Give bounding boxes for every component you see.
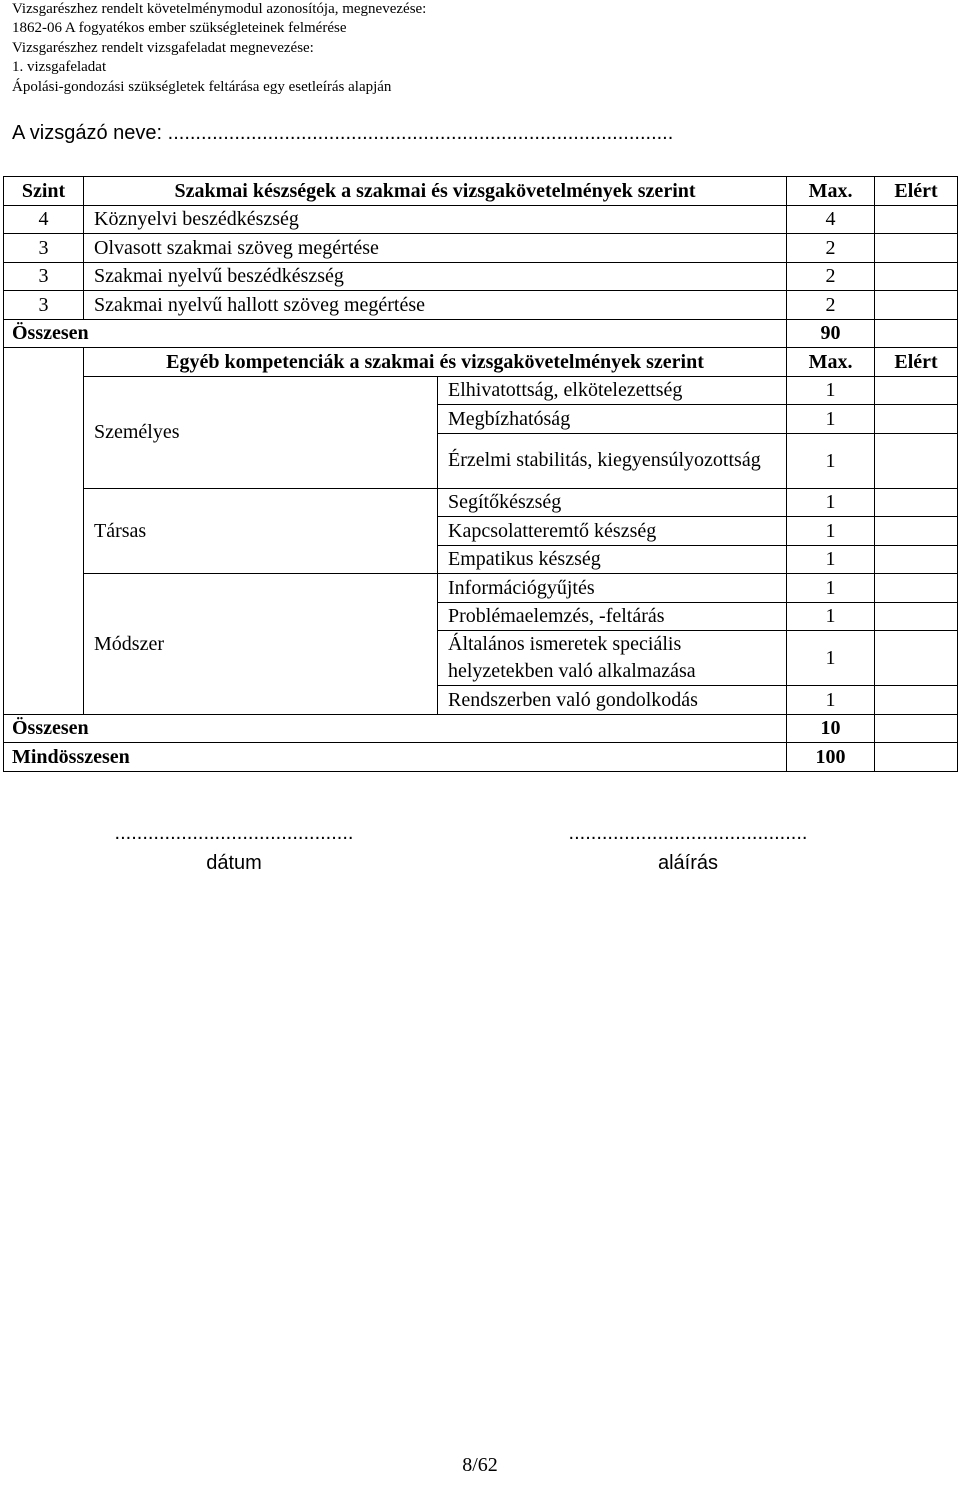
group-label: Társas: [84, 488, 438, 574]
competency-cell: Információgyűjtés: [438, 574, 787, 603]
level-header: Szint: [4, 177, 84, 206]
achieved-cell[interactable]: [875, 602, 958, 631]
achieved-cell[interactable]: [875, 714, 958, 743]
empty-cell: [4, 686, 84, 715]
candidate-name-line: A vizsgázó neve: ...........................................................................................: [12, 122, 674, 144]
achieved-cell[interactable]: [875, 205, 958, 234]
subtotal-label: Összesen: [4, 319, 787, 348]
achieved-cell[interactable]: [875, 262, 958, 291]
achieved-cell[interactable]: [875, 405, 958, 434]
group-label: Módszer: [84, 574, 438, 715]
page-number: 8/62: [462, 1454, 498, 1476]
empty-cell: [4, 376, 84, 405]
empty-cell: [4, 433, 84, 461]
group-label: Személyes: [84, 376, 438, 488]
table-row: [4, 714, 958, 743]
competency-cell: Rendszerben való gondolkodás: [438, 686, 787, 715]
achieved-cell[interactable]: [875, 574, 958, 603]
max-cell: 1: [787, 488, 875, 517]
skills-header: Szakmai készségek a szakmai és vizsgakövetelmények szerint: [84, 177, 787, 206]
grand-total-value: 100: [787, 743, 875, 772]
table-row: [4, 743, 958, 772]
skill-cell: Szakmai nyelvű beszédkészség: [84, 262, 787, 291]
competency-cell: Kapcsolatteremtő készség: [438, 517, 787, 546]
skill-cell: Olvasott szakmai szöveg megértése: [84, 234, 787, 263]
signature-dots: ...........................................: [568, 822, 808, 844]
max-header: Max.: [787, 177, 875, 206]
achieved-cell[interactable]: [875, 291, 958, 320]
achieved-cell[interactable]: [875, 545, 958, 574]
empty-cell: [4, 602, 84, 631]
empty-cell: [4, 405, 84, 434]
table-row: [4, 234, 958, 263]
max-cell: 2: [787, 234, 875, 263]
competency-cell: Elhivatottság, elkötelezettség: [438, 376, 787, 405]
subtotal-label: Összesen: [4, 714, 787, 743]
max-cell: 2: [787, 262, 875, 291]
achieved-cell[interactable]: [875, 631, 958, 686]
achieved-cell[interactable]: [875, 488, 958, 517]
table-row: [4, 177, 958, 206]
table-row: [4, 348, 958, 377]
max-cell: 1: [787, 631, 875, 686]
document-header: [12, 0, 426, 97]
max-cell: 1: [787, 405, 875, 434]
empty-cell: [4, 348, 84, 377]
max-cell: 2: [787, 291, 875, 320]
header-line: Vizsgarészhez rendelt vizsgafeladat megnevezése:: [12, 39, 314, 56]
header-line: Ápolási-gondozási szükségletek feltárása egy esetleírás alapján: [12, 78, 392, 95]
skill-cell: Köznyelvi beszédkészség: [84, 205, 787, 234]
date-signature-block: [104, 818, 364, 878]
header-line: 1862-06 A fogyatékos ember szükségleteinek felmérése: [12, 20, 347, 37]
max-cell: 1: [787, 545, 875, 574]
achieved-cell[interactable]: [875, 376, 958, 405]
competency-cell: Segítőkészség: [438, 488, 787, 517]
level-cell: 3: [4, 262, 84, 291]
empty-cell: [4, 658, 84, 686]
subtotal-value: 90: [787, 319, 875, 348]
empty-cell: [4, 461, 84, 489]
achieved-cell[interactable]: [875, 234, 958, 263]
achieved-cell[interactable]: [875, 686, 958, 715]
max-cell: 1: [787, 433, 875, 488]
level-cell: 4: [4, 205, 84, 234]
signature-block: [558, 818, 818, 878]
table-row: [4, 488, 958, 517]
max-cell: 4: [787, 205, 875, 234]
max-cell: 1: [787, 686, 875, 715]
max-cell: 1: [787, 602, 875, 631]
header-line: 1. vizsgafeladat: [12, 59, 107, 76]
competencies-header: Egyéb kompetenciák a szakmai és vizsgakövetelmények szerint: [84, 348, 787, 377]
signature-label: aláírás: [657, 852, 719, 874]
table-row: [4, 291, 958, 320]
achieved-cell[interactable]: [875, 433, 958, 488]
date-dots: ...........................................: [114, 822, 354, 844]
empty-cell: [4, 574, 84, 603]
empty-cell: [4, 545, 84, 574]
competency-cell: Megbízhatóság: [438, 405, 787, 434]
competency-cell: Empatikus készség: [438, 545, 787, 574]
competency-cell: Érzelmi stabilitás, kiegyensúlyozottság: [438, 433, 787, 488]
achieved-cell[interactable]: [875, 743, 958, 772]
max-cell: 1: [787, 376, 875, 405]
skill-cell: Szakmai nyelvű hallott szöveg megértése: [84, 291, 787, 320]
achieved-header: Elért: [875, 348, 958, 377]
achieved-cell[interactable]: [875, 517, 958, 546]
achieved-cell[interactable]: [875, 319, 958, 348]
table-row: [4, 574, 958, 603]
table-row: [4, 376, 958, 405]
competency-cell: Általános ismeretek speciális helyzetekben való alkalmazása: [438, 631, 787, 686]
header-line: Vizsgarészhez rendelt követelménymodul azonosítója, megnevezése:: [12, 1, 427, 17]
empty-cell: [4, 631, 84, 659]
subtotal-value: 10: [787, 714, 875, 743]
date-label: dátum: [206, 852, 262, 874]
table-row: [4, 262, 958, 291]
competency-cell: Problémaelemzés, -feltárás: [438, 602, 787, 631]
assessment-table: [3, 176, 958, 772]
empty-cell: [4, 517, 84, 546]
level-cell: 3: [4, 291, 84, 320]
max-header: Max.: [787, 348, 875, 377]
empty-cell: [4, 488, 84, 517]
table-row: [4, 319, 958, 348]
max-cell: 1: [787, 574, 875, 603]
achieved-header: Elért: [875, 177, 958, 206]
table-row: [4, 205, 958, 234]
grand-total-label: Mindösszesen: [4, 743, 787, 772]
max-cell: 1: [787, 517, 875, 546]
level-cell: 3: [4, 234, 84, 263]
